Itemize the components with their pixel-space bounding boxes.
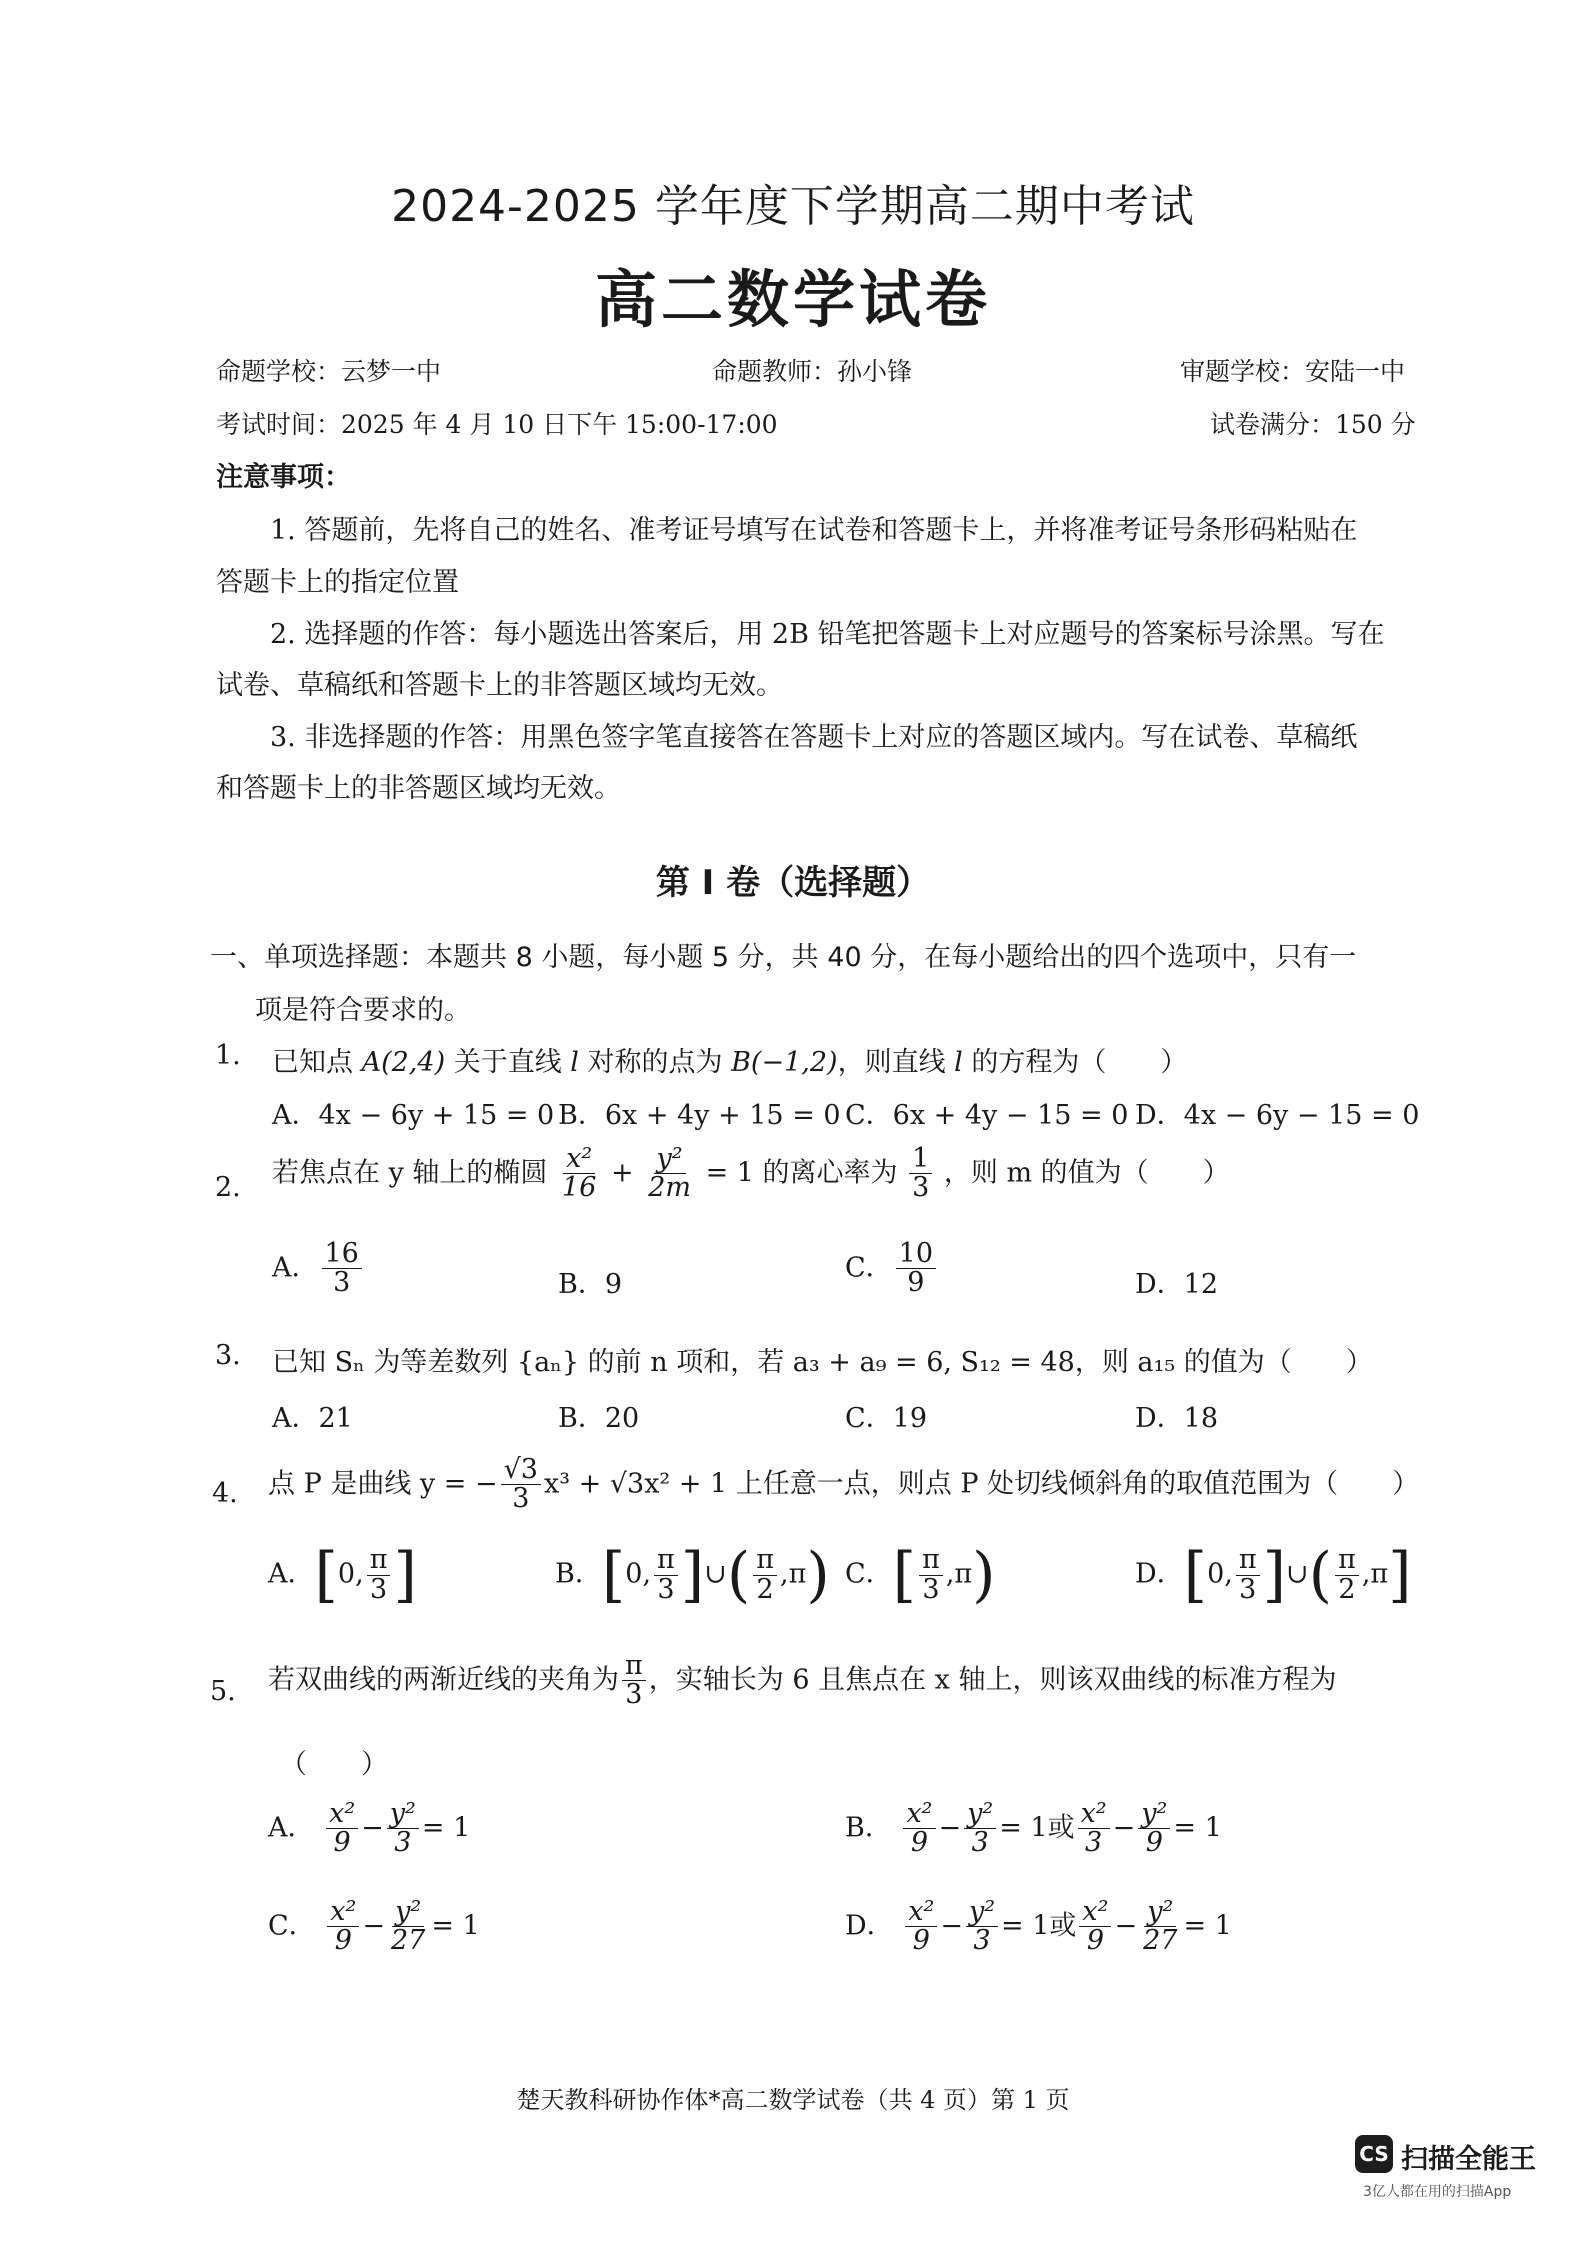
question-1-option-a: A．4x − 6y + 15 = 0 <box>272 1100 555 1131</box>
camscanner-logo-icon: CS <box>1355 2135 1393 2173</box>
setter-teacher: 命题教师：孙小锋 <box>712 357 913 386</box>
reviewer-school: 审题学校：安陆一中 <box>1180 357 1406 386</box>
question-3-option-d: D．18 <box>1135 1403 1219 1434</box>
fraction-1-3: $\frac{1}{3}$ <box>909 1145 932 1203</box>
question-5-option-c: C． $\frac{\text{x²}}{9}$ − $\frac{\text{y²}}{27}$ = 1 <box>268 1896 480 1957</box>
question-4-stem: 点 P 是曲线 y = − $\frac{√3}{3}$ x³ + √3x² + 1 上任意一点，则点 P 处切线倾斜角的取值范围为（ ） <box>268 1454 1420 1515</box>
question-3-stem: 已知 Sₙ 为等差数列 {aₙ} 的前 n 项和，若 a₃ + a₉ = 6, S₁₂ = 48，则 a₁₅ 的值为（ ） <box>272 1347 1373 1378</box>
question-3-option-c: C．19 <box>845 1403 928 1434</box>
question-1-option-b: B．6x + 4y + 15 = 0 <box>558 1100 841 1131</box>
question-1-stem: 已知点 A(2,4) 关于直线 l 对称的点为 B(−1,2)，则直线 l 的方程为（ ） <box>272 1047 1188 1078</box>
question-5-option-b: B． $\frac{\text{x²}}{9}$ − $\frac{\text{y²}}{3}$ = 1或 $\frac{\text{x²}}{3}$ − $\frac{\text{y²}}{9}$ = 1 <box>845 1798 1222 1859</box>
question-3-option-b: B．20 <box>558 1403 640 1434</box>
question-5-number: 5. <box>210 1676 236 1707</box>
note-1-line-2: 答题卡上的指定位置 <box>216 567 459 598</box>
question-2-stem: 若焦点在 y 轴上的椭圆 $\frac{\text{x²}}{16}$ + $\frac{\text{y²}}{2m}$ = 1 的离心率为 $\frac{1}{3}$ ，则 m 的值为（ ） <box>272 1143 1230 1204</box>
question-2-option-c: C． $\frac{10}{9}$ <box>845 1240 939 1298</box>
question-3-number: 3. <box>215 1340 241 1371</box>
exam-title: 2024-2025 学年度下学期高二期中考试 <box>391 181 1195 232</box>
question-5-option-d: D． $\frac{\text{x²}}{9}$ − $\frac{\text{y²}}{3}$ = 1或 $\frac{\text{x²}}{9}$ − $\frac{\text{y²}}{27}$ = 1 <box>845 1896 1232 1957</box>
question-1-option-c: C．6x + 4y − 15 = 0 <box>845 1100 1129 1131</box>
note-2-line-1: 2. 选择题的作答：每小题选出答案后，用 2B 铅笔把答题卡上对应题号的答案标号涂黑。写在 <box>270 619 1385 650</box>
scanner-watermark <box>1355 2135 1565 2205</box>
notes-heading: 注意事项： <box>216 462 351 493</box>
question-4-option-a: A．[0, $\frac{\pi}{3}$ ] <box>268 1540 417 1610</box>
question-2-option-d: D．12 <box>1135 1269 1219 1300</box>
page-footer: 楚天教科研协作体*高二数学试卷（共 4 页）第 1 页 <box>516 2086 1070 2114</box>
question-3-option-a: A．21 <box>272 1403 353 1434</box>
question-5-answer-paren: （ ） <box>280 1749 388 1780</box>
question-4-number: 4. <box>212 1478 238 1509</box>
part-instruction-line-2: 项是符合要求的。 <box>255 995 471 1026</box>
question-1-number: 1. <box>215 1040 241 1071</box>
question-4-option-b: B．[0, $\frac{\pi}{3}$ ]∪( $\frac{\pi}{2}$ ,π) <box>555 1540 830 1610</box>
question-4-option-d: D．[0, $\frac{\pi}{3}$ ]∪( $\frac{\pi}{2}$ ,π] <box>1135 1540 1412 1610</box>
note-2-line-2: 试卷、草稿纸和答题卡上的非答题区域均无效。 <box>216 670 783 701</box>
paper-subtitle: 高二数学试卷 <box>594 263 991 336</box>
question-2-number: 2. <box>215 1172 241 1203</box>
question-5-stem: 若双曲线的两渐近线的夹角为 $\frac{\pi}{3}$ ，实轴长为 6 且焦点在 x 轴上，则该双曲线的标准方程为 <box>268 1650 1337 1711</box>
part-instruction-line-1: 一、单项选择题：本题共 8 小题，每小题 5 分，共 40 分，在每小题给出的四个选项中，只有一 <box>210 942 1357 973</box>
fraction-x2-16: $\frac{\text{x²}}{16}$ <box>562 1143 597 1204</box>
setter-school: 命题学校：云梦一中 <box>216 357 442 386</box>
question-2-option-b: B．9 <box>558 1269 623 1300</box>
section-title: 第 I 卷（选择题） <box>655 863 931 903</box>
question-4-option-c: C．[ $\frac{\pi}{3}$ ,π) <box>845 1540 996 1610</box>
exam-time: 考试时间：2025 年 4 月 10 日下午 15:00-17:00 <box>216 410 778 439</box>
question-5-option-a: A． $\frac{\text{x²}}{9}$ − $\frac{\text{y²}}{3}$ = 1 <box>268 1798 471 1859</box>
note-3-line-2: 和答题卡上的非答题区域均无效。 <box>216 773 621 804</box>
question-2-option-a: A． $\frac{16}{3}$ <box>272 1240 365 1298</box>
fraction-y2-2m: $\frac{\text{y²}}{2m}$ <box>648 1143 691 1204</box>
watermark-app-name: 扫描全能王 <box>1401 2144 1536 2175</box>
watermark-tagline: 3亿人都在用的扫描App <box>1363 2184 1512 2200</box>
note-1-line-1: 1. 答题前，先将自己的姓名、准考证号填写在试卷和答题卡上，并将准考证号条形码粘贴在 <box>270 515 1358 546</box>
full-score: 试卷满分：150 分 <box>1210 410 1416 439</box>
note-3-line-1: 3. 非选择题的作答：用黑色签字笔直接答在答题卡上对应的答题区域内。写在试卷、草稿纸 <box>270 722 1358 753</box>
question-1-option-d: D．4x − 6y − 15 = 0 <box>1135 1100 1420 1131</box>
